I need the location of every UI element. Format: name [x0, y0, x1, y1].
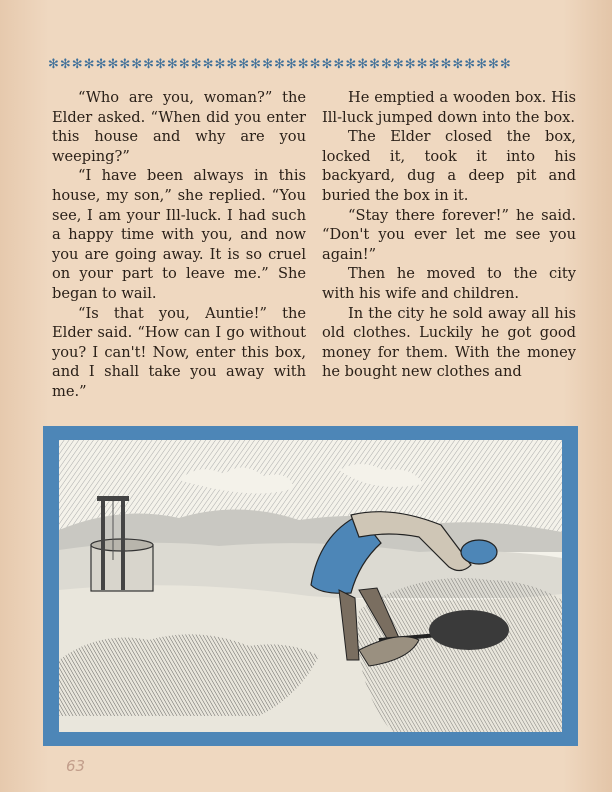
paragraph: “Who are you, woman?” the Elder asked. “When did you enter this house and why are you weeping?”: [52, 89, 306, 165]
well-beam: [97, 496, 129, 501]
paragraph: The Elder closed the box, locked it, took it into his backyard, dug a deep pit and buried the box in it.: [322, 128, 576, 204]
paragraph: Then he moved to the city with his wife and children.: [322, 265, 576, 302]
dug-pit: [429, 610, 509, 650]
decorative-border: ✻✻✻✻✻✻✻✻✻✻✻✻✻✻✻✻✻✻✻✻✻✻✻✻✻✻✻✻✻✻✻✻✻✻✻✻✻✻✻: [48, 57, 512, 72]
left-text-column: [52, 88, 306, 402]
story-illustration: [43, 426, 578, 746]
figure-turban: [461, 540, 497, 564]
paragraph: “Is that you, Auntie!” the Elder said. “How can I go without you? I can't! Now, enter this box, and I shall take you away with me.”: [52, 304, 306, 400]
well-post: [101, 500, 105, 590]
paragraph: “Stay there forever!” he said. “Don't you ever let me see you again!”: [322, 206, 576, 263]
well-post: [121, 496, 125, 590]
paragraph: In the city he sold away all his old clothes. Luckily he got good money for them. With the money he bought new clothes and: [322, 304, 576, 381]
illustration-drawing: [59, 440, 562, 732]
paragraph: “I have been always in this house, my son,” she replied. “You see, I am your Ill-luck. I had such a happy time with you, and now you are going away. It is so cruel on your part to leave me.” She began to wail.: [52, 167, 306, 302]
paragraph: He emptied a wooden box. His Ill-luck jumped down into the box.: [322, 89, 576, 126]
page-number: 63: [66, 757, 86, 775]
right-text-column: [322, 88, 576, 382]
